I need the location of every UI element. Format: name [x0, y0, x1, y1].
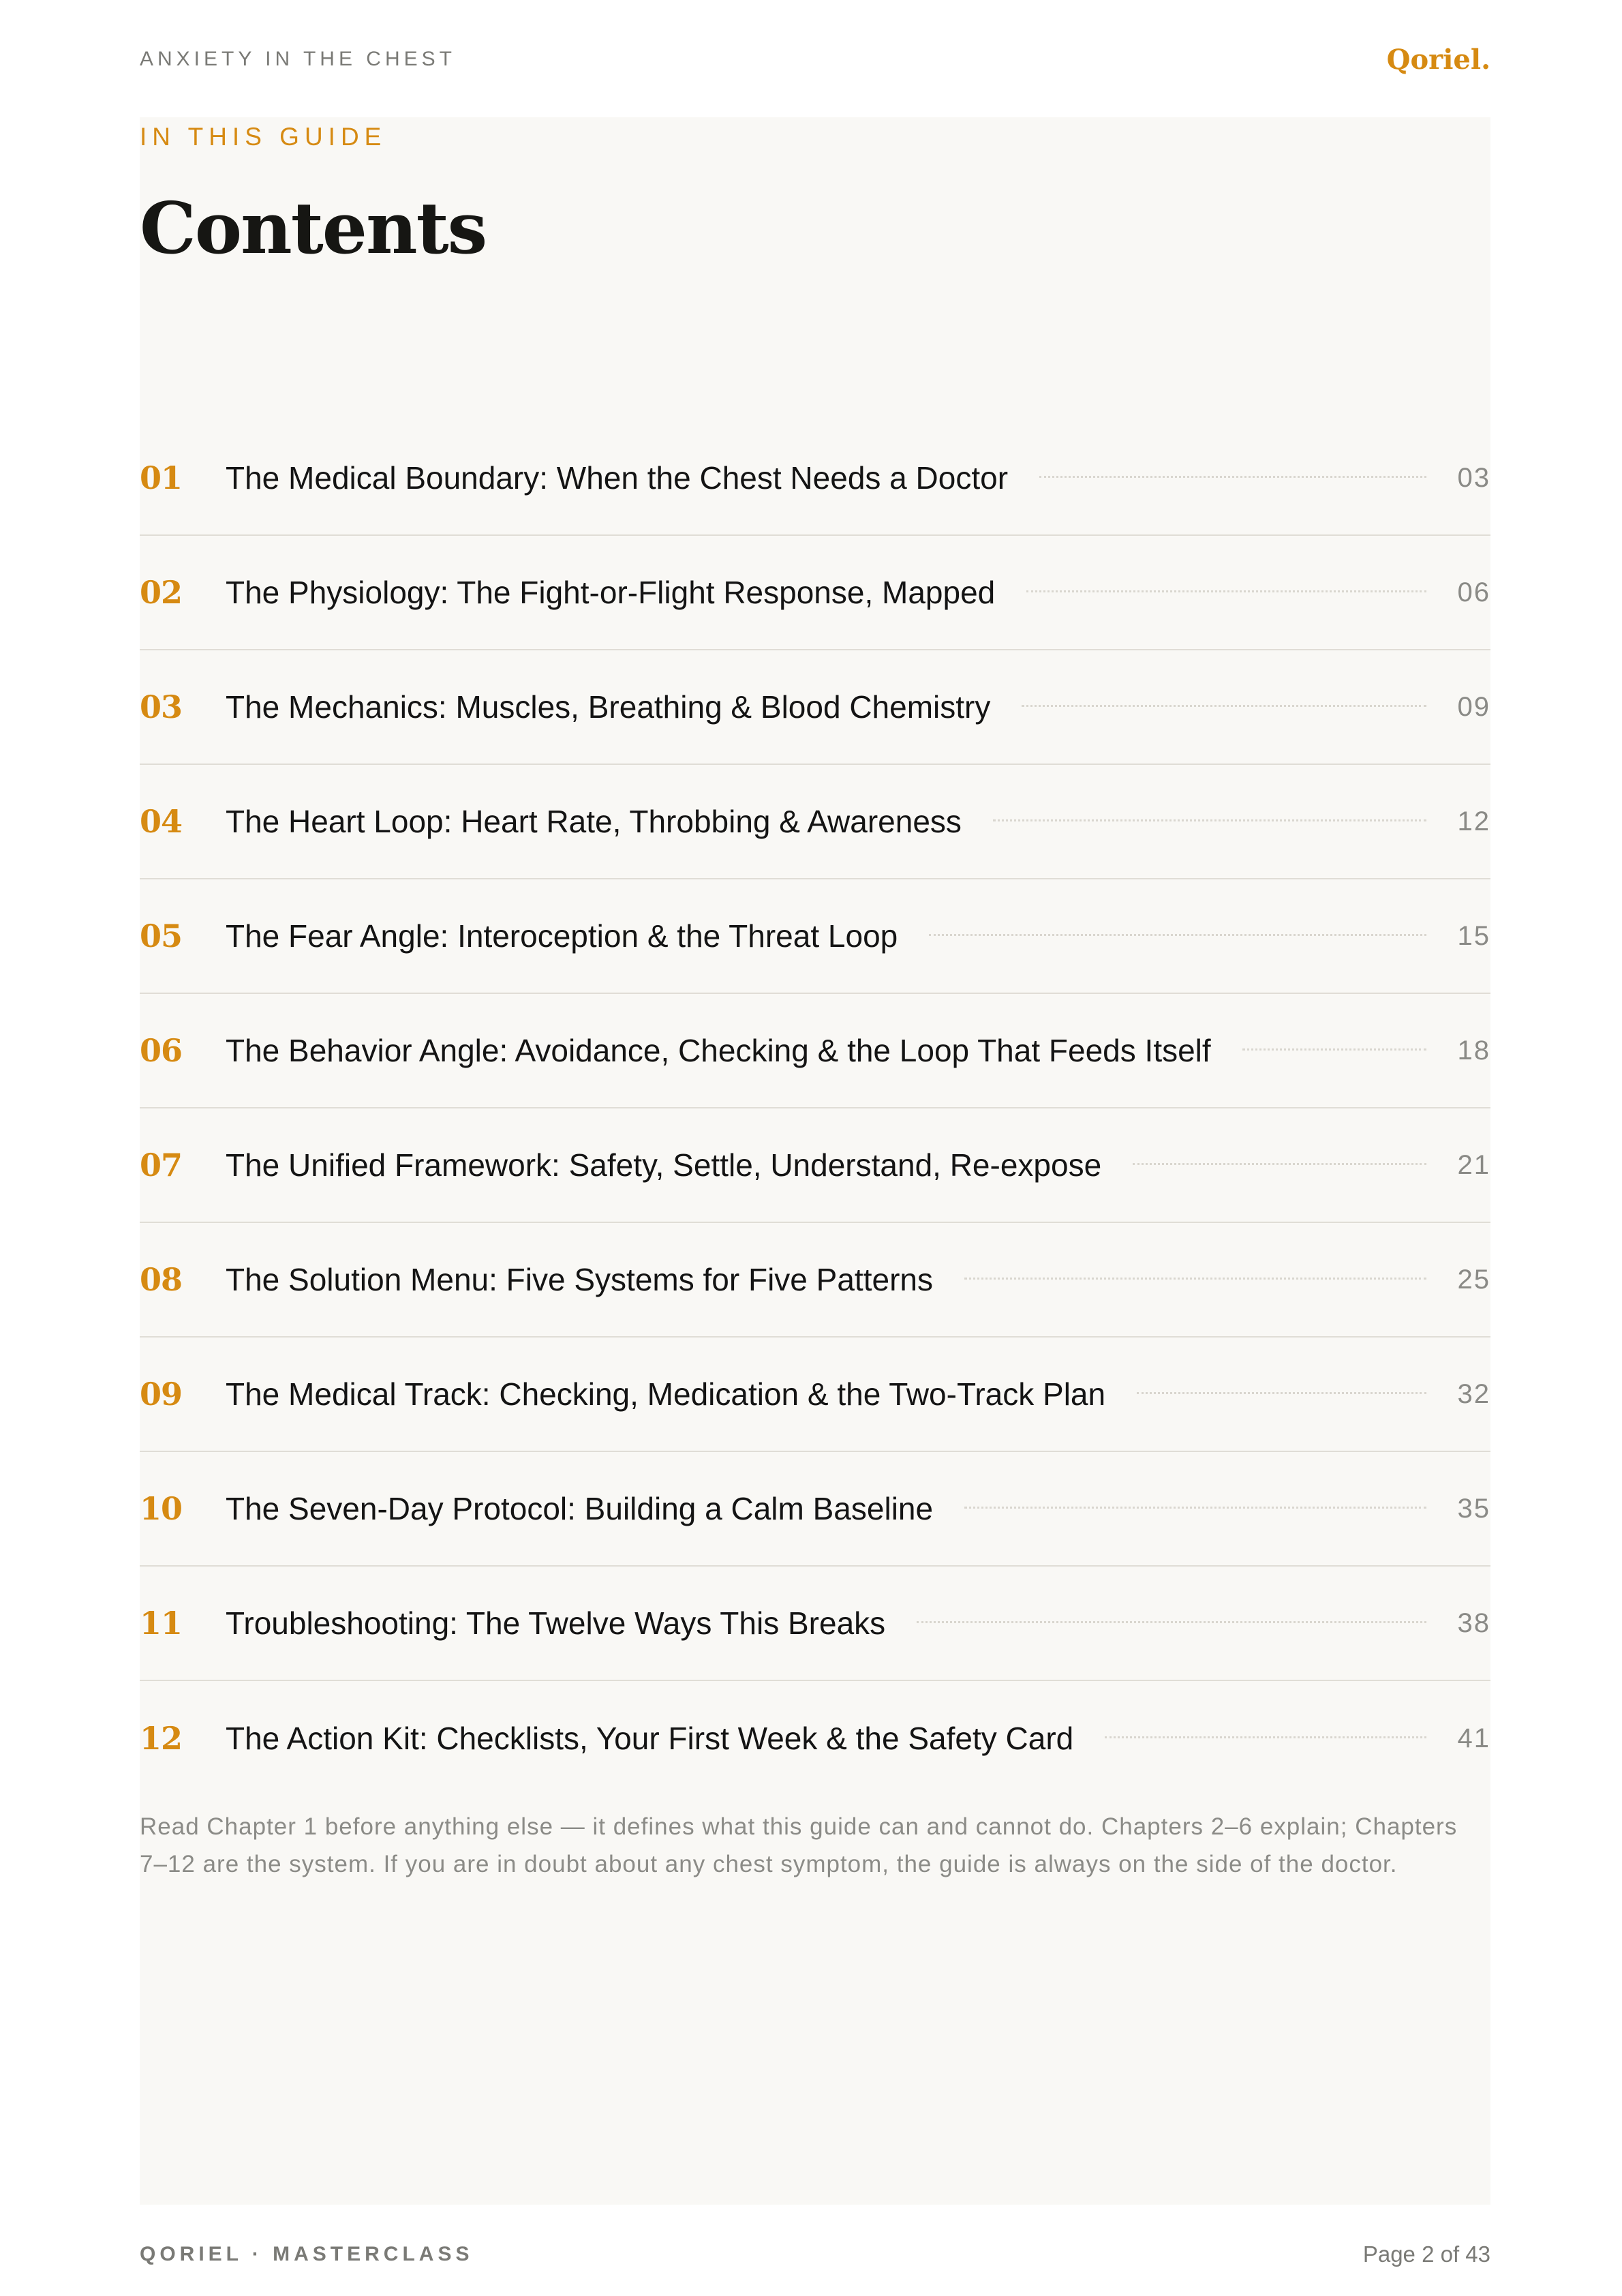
toc-entry[interactable] — [140, 1681, 1490, 1796]
chapter-number: 11 — [140, 1605, 183, 1642]
toc-entry[interactable] — [140, 994, 1490, 1108]
running-header — [140, 42, 1490, 76]
dot-leader — [993, 819, 1426, 821]
dot-leader — [1039, 476, 1426, 478]
chapter-title: Troubleshooting: The Twelve Ways This Breaks — [226, 1605, 886, 1641]
contents-panel — [140, 117, 1490, 2205]
chapter-number: 09 — [140, 1376, 183, 1413]
toc-entry[interactable] — [140, 1338, 1490, 1452]
dot-leader — [1105, 1736, 1426, 1738]
dot-leader — [1026, 590, 1426, 592]
chapter-title: The Mechanics: Muscles, Breathing & Blood Chemistry — [226, 689, 991, 725]
chapter-page: 12 — [1457, 806, 1490, 836]
reading-note: Read Chapter 1 before anything else — it defines what this guide can and cannot do. Chapters 2–6 explain; Chapters 7–12 are the system. If you are in doubt about any chest symptom, the guide is always on the side of the doctor. — [140, 1813, 1458, 1877]
chapter-page: 09 — [1457, 691, 1490, 722]
chapter-title: The Unified Framework: Safety, Settle, Understand, Re-expose — [226, 1147, 1102, 1183]
chapter-number: 04 — [140, 803, 183, 840]
chapter-title: The Seven-Day Protocol: Building a Calm Baseline — [226, 1491, 934, 1526]
chapter-number: 10 — [140, 1490, 183, 1527]
toc-entry[interactable] — [140, 1108, 1490, 1223]
dot-leader — [964, 1278, 1426, 1280]
toc-entry[interactable] — [140, 536, 1490, 650]
section-eyebrow: IN THIS GUIDE — [140, 123, 387, 151]
chapter-title: The Solution Menu: Five Systems for Five Patterns — [226, 1262, 933, 1297]
chapter-page: 38 — [1457, 1607, 1490, 1638]
chapter-title: The Behavior Angle: Avoidance, Checking & the Loop That Feeds Itself — [226, 1033, 1211, 1068]
brand-logo: Qoriel. — [1386, 43, 1490, 76]
chapter-number: 01 — [140, 459, 183, 496]
footer-series-label: QORIEL · MASTERCLASS — [140, 2243, 474, 2265]
chapter-number: 07 — [140, 1147, 183, 1183]
table-of-contents — [140, 421, 1490, 1796]
chapter-title: The Heart Loop: Heart Rate, Throbbing & Awareness — [226, 804, 962, 839]
toc-entry[interactable] — [140, 1452, 1490, 1567]
toc-entry[interactable] — [140, 421, 1490, 536]
chapter-number: 12 — [140, 1720, 183, 1757]
page-indicator: Page 2 of 43 — [1362, 2241, 1490, 2267]
chapter-page: 41 — [1457, 1723, 1490, 1753]
page-title: Contents — [140, 186, 487, 270]
running-footer — [140, 2237, 1490, 2271]
chapter-title: The Physiology: The Fight-or-Flight Response, Mapped — [226, 575, 996, 610]
chapter-page: 18 — [1457, 1035, 1490, 1066]
dot-leader — [917, 1621, 1426, 1623]
dot-leader — [1022, 705, 1426, 707]
chapter-page: 15 — [1457, 920, 1490, 951]
dot-leader — [964, 1507, 1426, 1509]
chapter-number: 05 — [140, 918, 183, 954]
chapter-number: 02 — [140, 574, 183, 611]
dot-leader — [929, 934, 1426, 936]
dot-leader — [1137, 1392, 1426, 1394]
chapter-page: 03 — [1457, 462, 1490, 493]
chapter-number: 06 — [140, 1032, 183, 1069]
toc-entry[interactable] — [140, 879, 1490, 994]
chapter-page: 25 — [1457, 1264, 1490, 1295]
chapter-number: 03 — [140, 689, 183, 725]
chapter-page: 21 — [1457, 1149, 1490, 1180]
chapter-page: 06 — [1457, 577, 1490, 607]
dot-leader — [1242, 1048, 1426, 1051]
chapter-page: 32 — [1457, 1378, 1490, 1409]
toc-entry[interactable] — [140, 1567, 1490, 1681]
chapter-title: The Action Kit: Checklists, Your First Week & the Safety Card — [226, 1721, 1074, 1756]
toc-entry[interactable] — [140, 765, 1490, 879]
chapter-title: The Medical Track: Checking, Medication & the Two-Track Plan — [226, 1376, 1106, 1412]
toc-entry[interactable] — [140, 1223, 1490, 1338]
running-title: ANXIETY IN THE CHEST — [140, 48, 456, 70]
chapter-title: The Fear Angle: Interoception & the Threat Loop — [226, 918, 898, 954]
chapter-title: The Medical Boundary: When the Chest Needs a Doctor — [226, 460, 1009, 496]
chapter-number: 08 — [140, 1261, 183, 1298]
dot-leader — [1133, 1163, 1426, 1165]
chapter-page: 35 — [1457, 1493, 1490, 1524]
toc-entry[interactable] — [140, 650, 1490, 765]
